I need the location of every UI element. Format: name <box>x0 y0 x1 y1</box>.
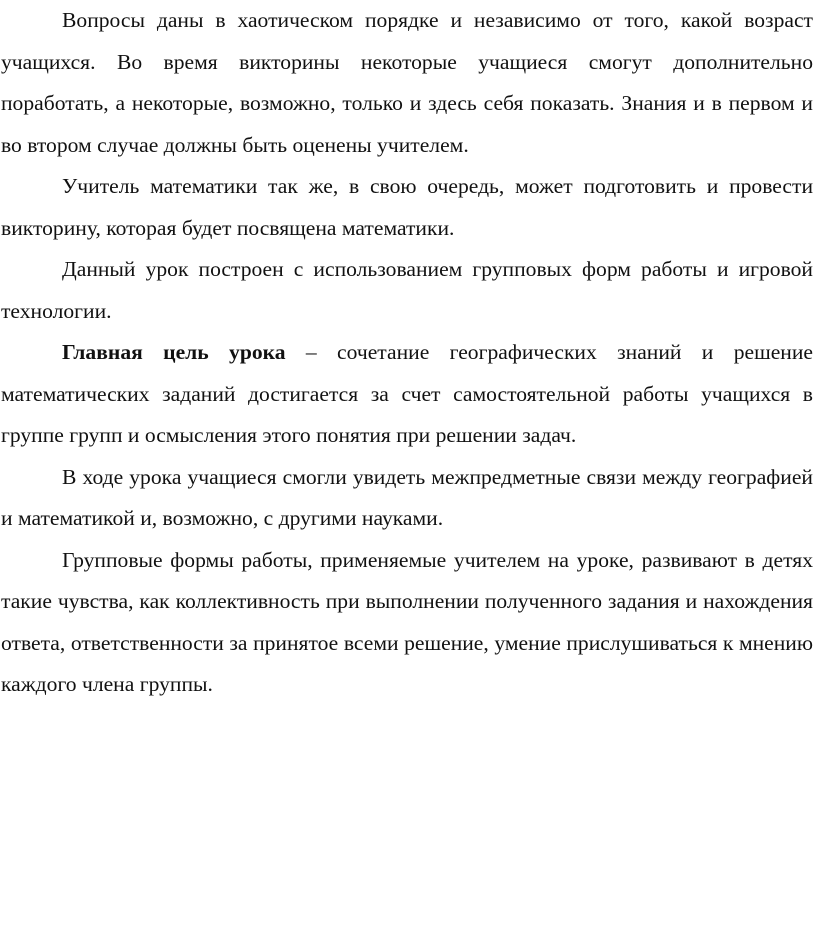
paragraph-main-goal <box>1 332 813 457</box>
main-goal-text: – сочетание географических знаний и решение математических заданий достигается за счет самостоятельной работы учащихся в группе групп и осмысления этого понятия при решении задач. <box>1 340 813 447</box>
paragraph-lesson-forms: Данный урок построен с использованием групповых форм работы и игровой технологии. <box>1 257 813 323</box>
paragraph-interdisciplinary: В ходе урока учащиеся смогли увидеть межпредметные связи между географией и математикой и, возможно, с другими науками. <box>1 464 813 530</box>
document-page <box>1 0 813 706</box>
main-goal-heading: Главная цель урока <box>62 340 286 364</box>
paragraph-math-teacher: Учитель математики так же, в свою очередь, может подготовить и провести викторину, которая будет посвящена математики. <box>1 174 813 240</box>
paragraph-group-work: Групповые формы работы, применяемые учителем на уроке, развивают в детях такие чувства, как коллективность при выполнении полученного задания и нахождения ответа, ответственности за принятое всеми решение, умение прислушиваться к мнению каждого члена группы. <box>1 547 813 696</box>
paragraph-quiz-questions: Вопросы даны в хаотическом порядке и независимо от того, какой возраст учащихся. Во время викторины некоторые учащиеся смогут дополнительно поработать, а некоторые, возможно, только и здесь себя показать. Знания и в первом и во втором случае должны быть оценены учителем. <box>1 8 813 157</box>
